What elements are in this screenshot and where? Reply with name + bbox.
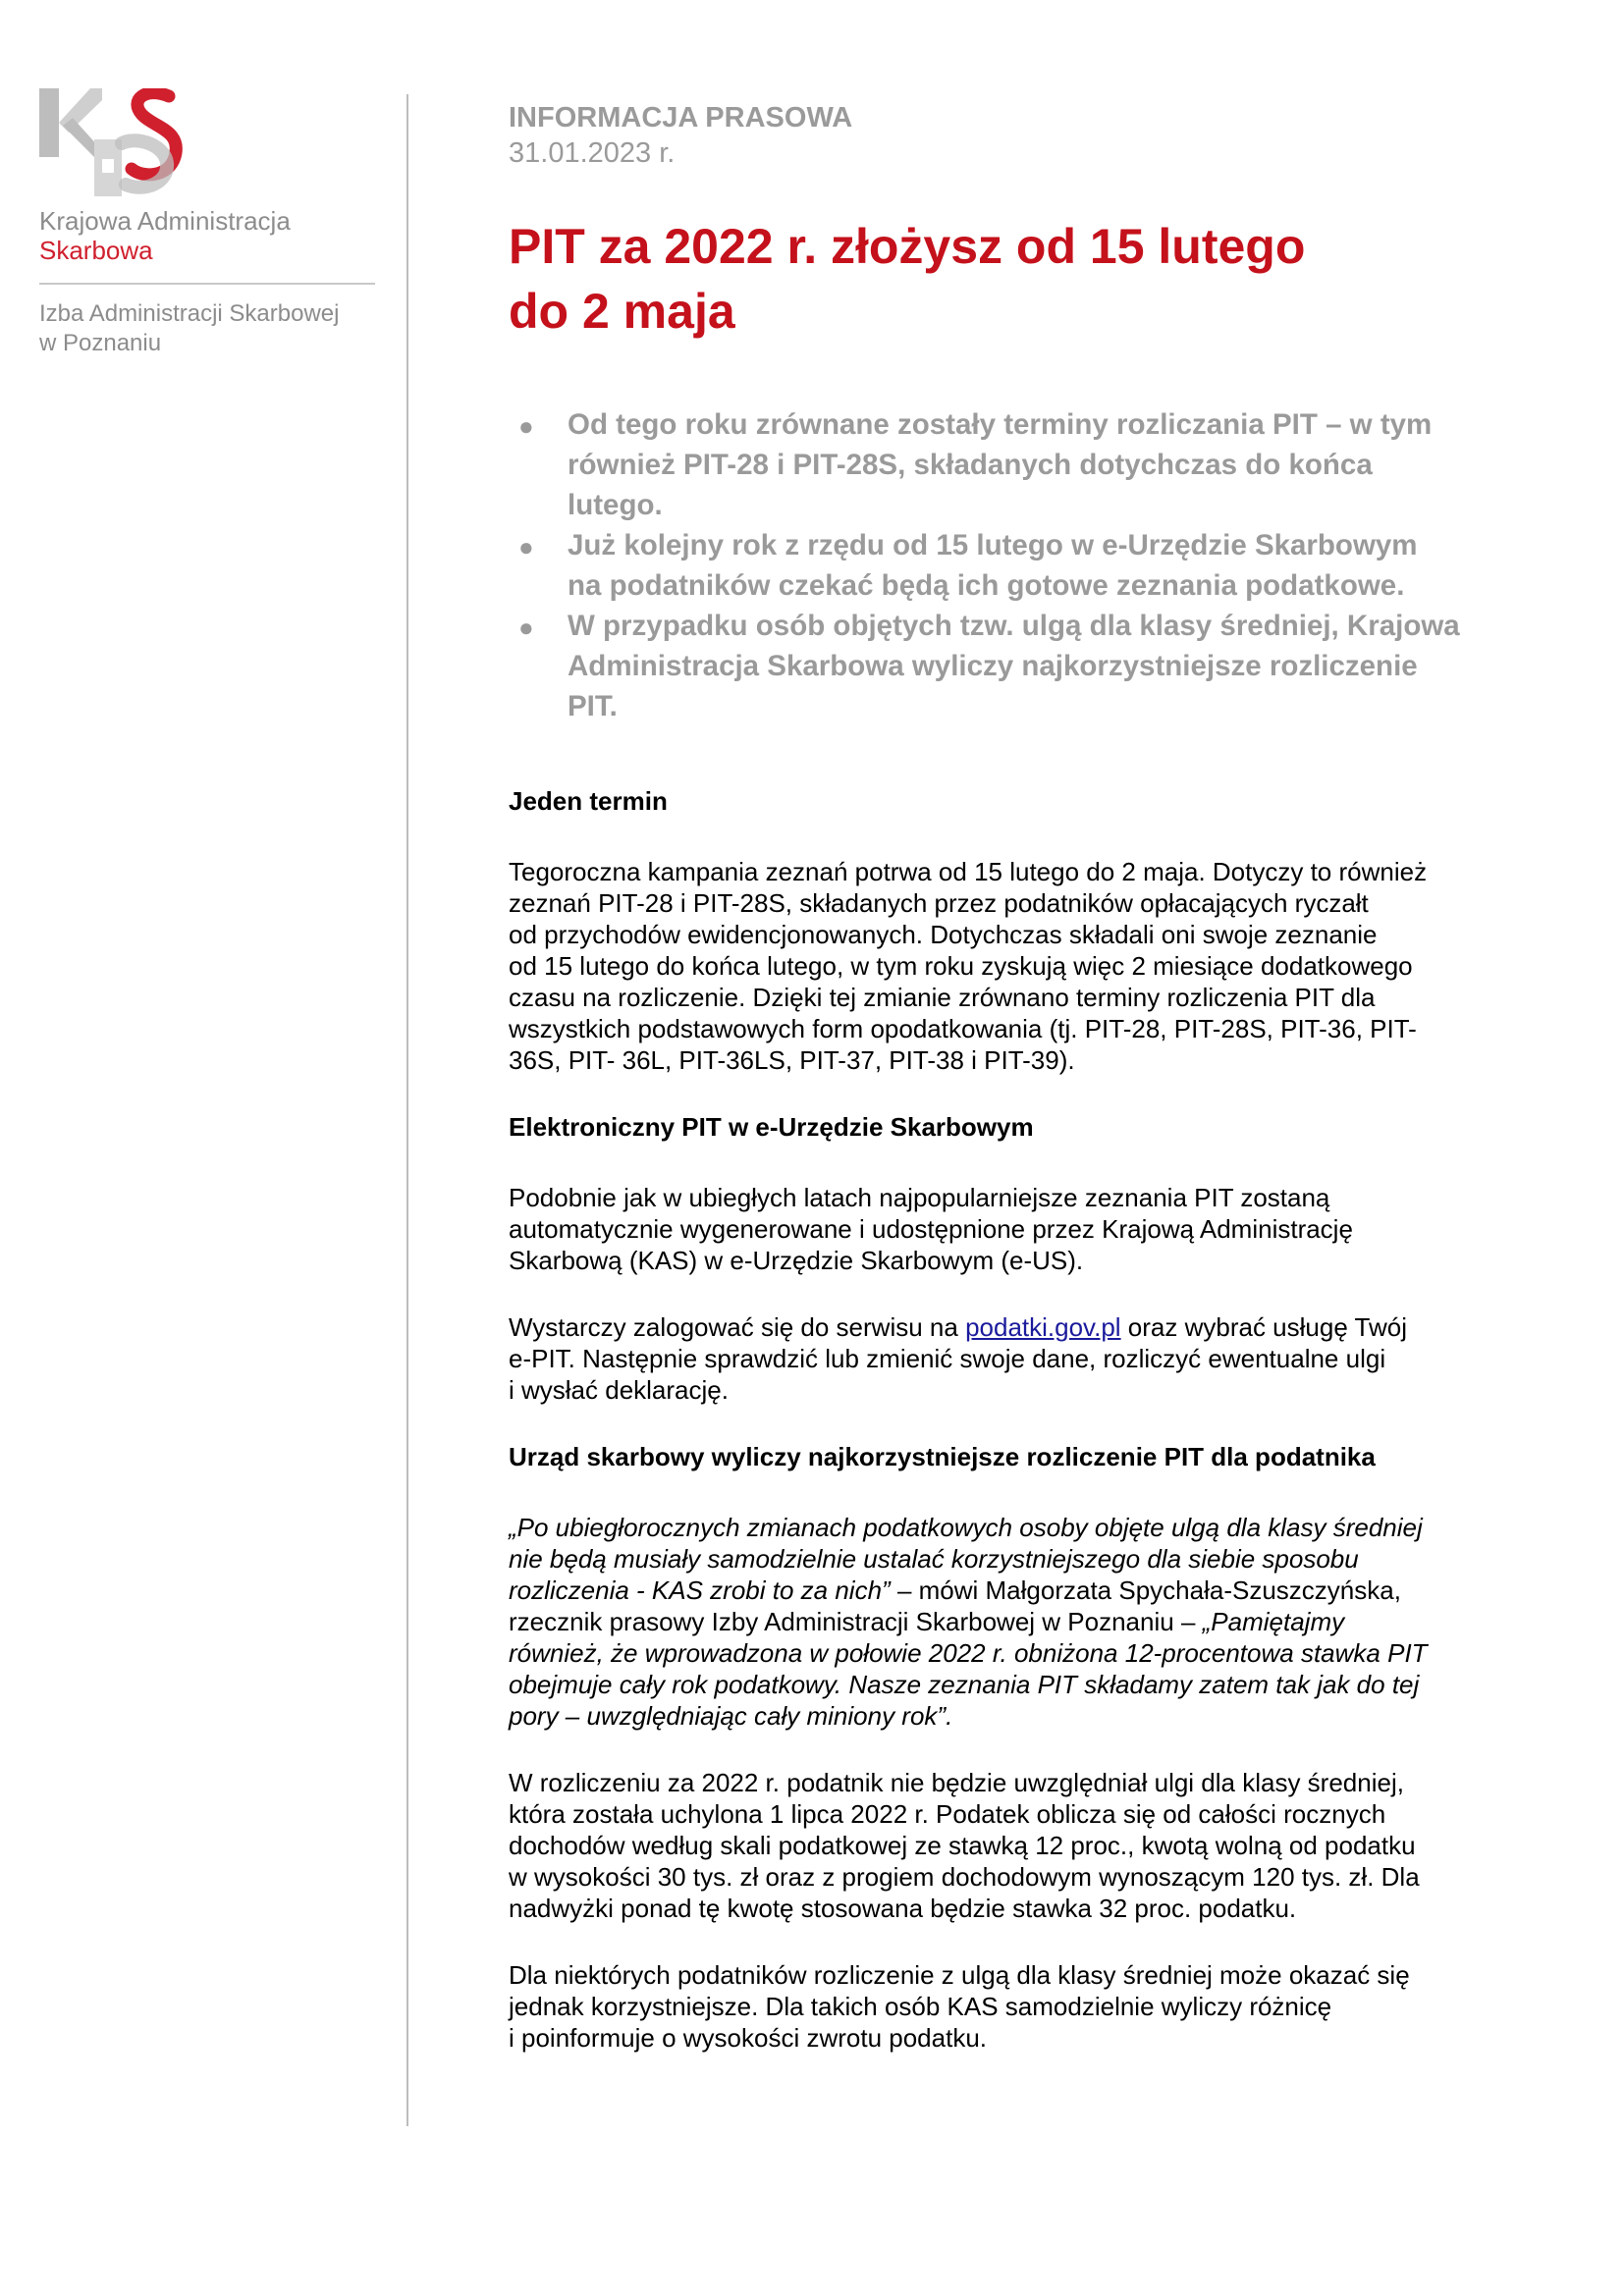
text-line: e-PIT. Następnie sprawdzić lub zmienić swoje dane, rozliczyć ewentualne ulgi [509, 1344, 1386, 1373]
bullet-item [509, 404, 1510, 525]
org-subtitle-line1: Izba Administracji Skarbowej [39, 300, 340, 327]
bullet-line: Od tego roku zrównane zostały terminy rozliczania PIT – w tym [568, 408, 1433, 441]
text-span: Wystarczy zalogować się do serwisu na [509, 1312, 966, 1342]
section-heading: Jeden termin [509, 786, 668, 816]
text-span: rzecznik prasowy Izby Administracji Skarbowej w Poznaniu – [509, 1607, 1203, 1636]
text-line: Tegoroczna kampania zeznań potrwa od 15 lutego do 2 maja. Dotyczy to również [509, 857, 1428, 886]
paragraph [509, 1959, 1510, 2054]
text-line: zeznań PIT-28 i PIT-28S, składanych przez podatników opłacających ryczałt [509, 888, 1369, 918]
bullet-item [509, 525, 1510, 606]
text-line: 36S, PIT- 36L, PIT-36LS, PIT-37, PIT-38 i PIT-39). [509, 1045, 1075, 1075]
text-line: Dla niektórych podatników rozliczenie z ulgą dla klasy średniej może okazać się [509, 1960, 1410, 1990]
text-line: która została uchylona 1 lipca 2022 r. Podatek oblicza się od całości rocznych [509, 1799, 1386, 1829]
text-line: i wysłać deklarację. [509, 1375, 729, 1405]
paragraph [509, 1767, 1510, 1924]
bullet-item [509, 606, 1510, 726]
text-line: nadwyżki ponad tę kwotę stosowana będzie stawka 32 proc. podatku. [509, 1894, 1297, 1923]
text-line: dochodów według skali podatkowej ze stawką 12 proc., kwotą wolną od podatku [509, 1831, 1416, 1860]
page-title [509, 214, 1510, 344]
bullet-line: W przypadku osób objętych tzw. ulgą dla klasy średniej, Krajowa [568, 610, 1460, 642]
org-name-line1: Krajowa Administracja [39, 206, 291, 236]
key-points-list [509, 404, 1510, 726]
bullet-line: Administracja Skarbowa wyliczy najkorzystniejsze rozliczenie [568, 650, 1418, 682]
kas-logo [39, 88, 187, 198]
bullet-icon: ● [518, 532, 534, 561]
bullet-line: Już kolejny rok z rzędu od 15 lutego w e-Urzędzie Skarbowym [568, 529, 1418, 561]
org-subtitle-line2: w Poznaniu [39, 330, 162, 356]
text-line [509, 1606, 1510, 1637]
bullet-line: na podatników czekać będą ich gotowe zeznania podatkowe. [568, 569, 1405, 602]
text-line: Podobnie jak w ubiegłych latach najpopularniejsze zeznania PIT zostaną [509, 1183, 1330, 1212]
text-line: automatycznie wygenerowane i udostępnione przez Krajową Administrację [509, 1214, 1353, 1244]
bullet-icon: ● [518, 411, 534, 441]
org-subtitle [39, 299, 339, 358]
text-line: W rozliczeniu za 2022 r. podatnik nie będzie uwzględniał ulgi dla klasy średniej, [509, 1768, 1404, 1797]
text-line: wszystkich podstawowych form opodatkowania (tj. PIT-28, PIT-28S, PIT-36, PIT- [509, 1014, 1417, 1043]
text-line: pory – uwzględniając cały miniony rok”. [509, 1701, 953, 1731]
section-heading: Elektroniczny PIT w e-Urzędzie Skarbowym [509, 1112, 1034, 1142]
org-name-line2: Skarbowa [39, 236, 153, 265]
text-line: również, że wprowadzona w połowie 2022 r. obniżona 12-procentowa stawka PIT [509, 1638, 1428, 1668]
text-line [509, 1311, 1510, 1343]
title-line: PIT za 2022 r. złożysz od 15 lutego [509, 219, 1306, 274]
text-line: i poinformuje o wysokości zwrotu podatku. [509, 2023, 988, 2053]
podatki-gov-link[interactable]: podatki.gov.pl [965, 1312, 1121, 1342]
bullet-line: PIT. [568, 690, 618, 722]
bullet-line: również PIT-28 i PIT-28S, składanych dotychczas do końca [568, 449, 1373, 481]
text-line: czasu na rozliczenie. Dzięki tej zmianie zrównano terminy rozliczenia PIT dla [509, 983, 1376, 1012]
org-name [39, 206, 291, 265]
text-line: obejmuje cały rok podatkowy. Nasze zeznania PIT składamy zatem tak jak do tej [509, 1670, 1420, 1699]
paragraph [509, 856, 1510, 1076]
text-span: – mówi Małgorzata Spychała-Szuszczyńska, [890, 1575, 1401, 1605]
bullet-line: lutego. [568, 489, 663, 521]
press-release-label: INFORMACJA PRASOWA [509, 102, 853, 133]
text-span: oraz wybrać usługę Twój [1120, 1312, 1408, 1342]
paragraph [509, 1182, 1510, 1276]
text-line [509, 1575, 1510, 1606]
quote-paragraph [509, 1512, 1510, 1732]
text-line: Skarbową (KAS) w e-Urzędzie Skarbowym (e-US). [509, 1246, 1084, 1275]
text-span: „Pamiętajmy [1202, 1607, 1345, 1636]
org-divider [39, 283, 375, 285]
paragraph [509, 1311, 1510, 1406]
press-date: 31.01.2023 r. [509, 137, 676, 169]
section-heading: Urząd skarbowy wyliczy najkorzystniejsze rozliczenie PIT dla podatnika [509, 1442, 1376, 1471]
text-line: w wysokości 30 tys. zł oraz z progiem dochodowym wynoszącym 120 tys. zł. Dla [509, 1862, 1420, 1892]
bullet-icon: ● [518, 613, 534, 642]
text-line: „Po ubiegłorocznych zmianach podatkowych osoby objęte ulgą dla klasy średniej [509, 1513, 1423, 1542]
text-line: jednak korzystniejsze. Dla takich osób KAS samodzielnie wyliczy różnicę [509, 1992, 1332, 2021]
main-content [509, 100, 1510, 2054]
vertical-divider [406, 94, 408, 2126]
title-line: do 2 maja [509, 284, 735, 339]
text-line: nie będą musiały samodzielnie ustalać korzystniejszego dla siebie sposobu [509, 1544, 1359, 1574]
text-line: od przychodów ewidencjonowanych. Dotychczas składali oni swoje zeznanie [509, 920, 1378, 949]
text-span: rozliczenia - KAS zrobi to za nich” [509, 1575, 891, 1605]
text-line: od 15 lutego do końca lutego, w tym roku zyskują więc 2 miesiące dodatkowego [509, 951, 1413, 981]
